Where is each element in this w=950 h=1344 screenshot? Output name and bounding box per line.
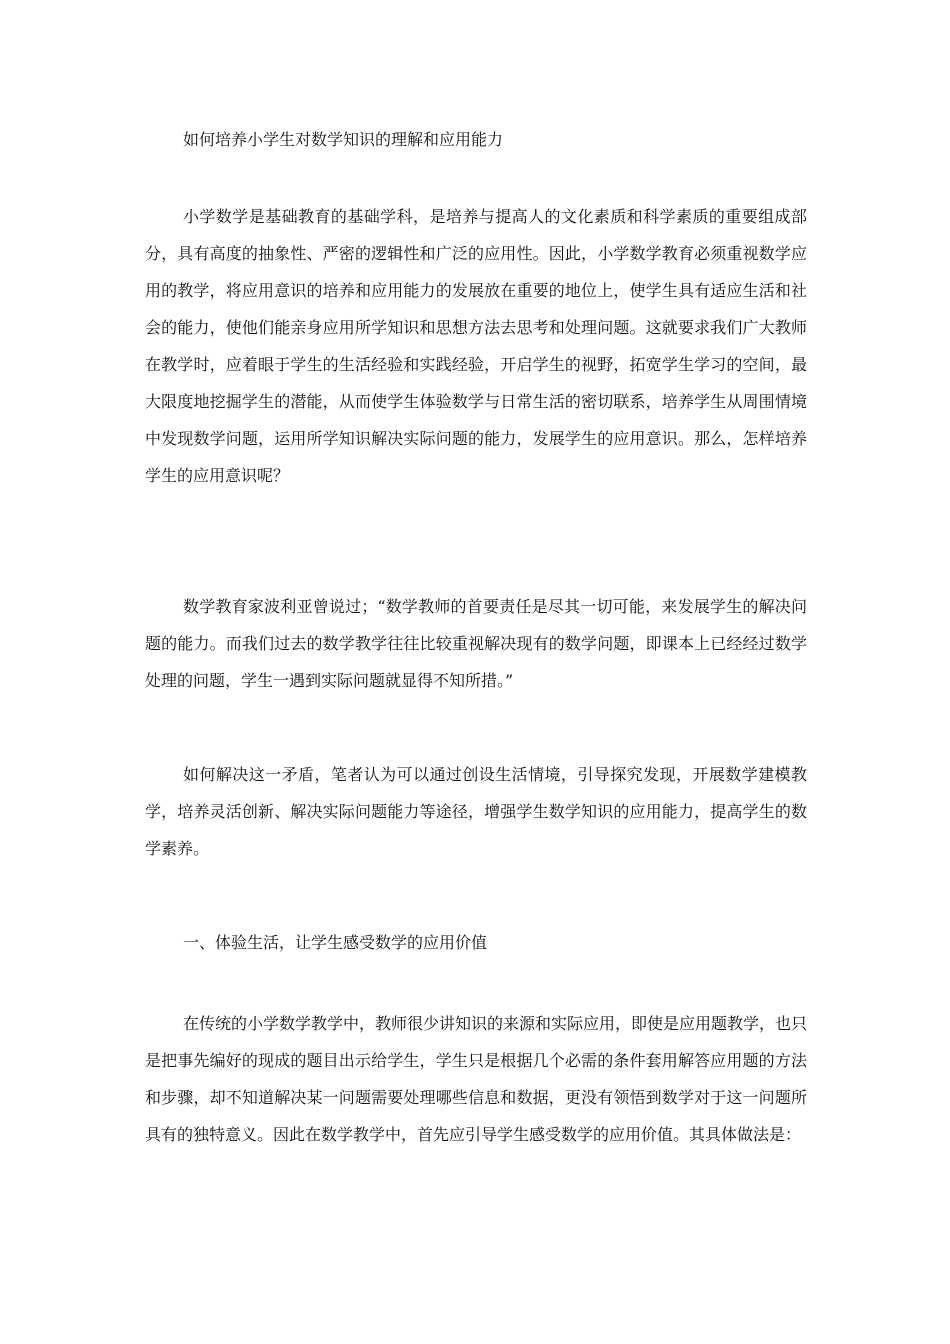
paragraph-approach: 如何解决这一矛盾，笔者认为可以通过创设生活情境，引导探究发现，开展数学建模教学，培养灵活创新、解决实际问题能力等途径，增强学生数学知识的应用能力，提高学生的数学素养。 [145, 765, 807, 858]
paragraph-polya-quote: 数学教育家波利亚曾说过；“数学教师的首要责任是尽其一切可能，来发展学生的解决问题的能力。而我们过去的数学教学往往比较重视解决现有的数学问题，即课本上已经经过数学处理的问题，学生一遇到实际问题就显得不知所措。” [145, 597, 807, 690]
section-heading: 一、体验生活，让学生感受数学的应用价值 [183, 933, 488, 952]
paragraph-intro: 小学数学是基础教育的基础学科，是培养与提高人的文化素质和科学素质的重要组成部分，具有高度的抽象性、严密的逻辑性和广泛的应用性。因此，小学数学教育必须重视数学应用的教学，将应用意识的培养和应用能力的发展放在重要的地位上，使学生具有适应生活和社会的能力，使他们能亲身应用所学知识和思想方法去思考和处理问题。这就要求我们广大教师在教学时，应着眼于学生的生活经验和实践经验，开启学生的视野，拓宽学生学习的空间，最大限度地挖掘学生的潜能，从而使学生体验数学与日常生活的密切联系，培养学生从周围情境中发现数学问题，运用所学知识解决实际问题的能力，发展学生的应用意识。那么，怎样培养学生的应用意识呢？ [145, 207, 807, 485]
document-title: 如何培养小学生对数学知识的理解和应用能力 [183, 130, 504, 149]
section-paragraph: 在传统的小学数学教学中，教师很少讲知识的来源和实际应用，即使是应用题教学，也只是把事先编好的现成的题目出示给学生，学生只是根据几个必需的条件套用解答应用题的方法和步骤，却不知道解决某一问题需要处理哪些信息和数据，更没有领悟到数学对于这一问题所具有的独特意义。因此在数学教学中，首先应引导学生感受数学的应用价值。其具体做法是： [145, 1014, 808, 1144]
